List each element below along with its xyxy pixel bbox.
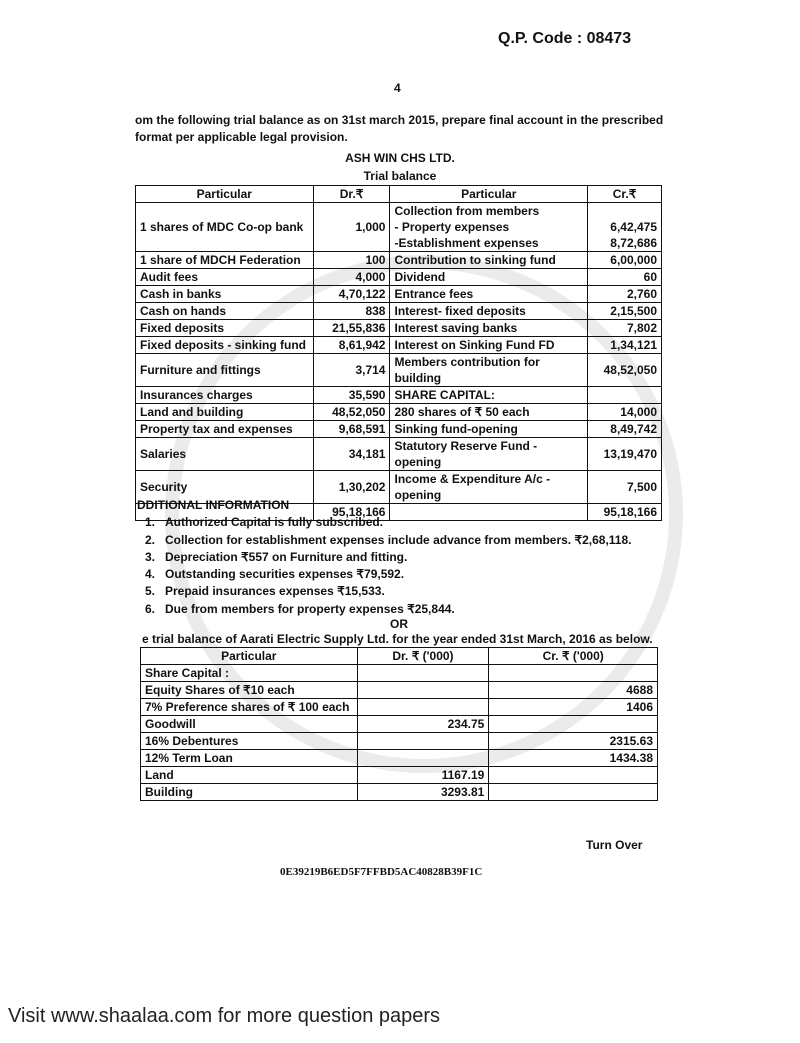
debit-particular: Fixed deposits - sinking fund bbox=[136, 337, 314, 354]
credit-amount: 8,49,742 bbox=[588, 421, 662, 438]
debit-amount: 8,61,942 bbox=[313, 337, 390, 354]
debit-amount: 95,18,166 bbox=[313, 504, 390, 521]
debit-particular: Salaries bbox=[136, 438, 314, 471]
debit-amount bbox=[357, 750, 489, 767]
credit-particular: Members contribution for building bbox=[390, 354, 588, 387]
table-row bbox=[136, 387, 662, 404]
table-row bbox=[136, 421, 662, 438]
or-label: OR bbox=[390, 617, 408, 631]
info-item bbox=[137, 566, 631, 583]
qp-code: Q.P. Code : 08473 bbox=[498, 30, 632, 47]
trial-balance-table bbox=[135, 185, 662, 521]
table-row bbox=[136, 404, 662, 421]
credit-particular: Interest saving banks bbox=[390, 320, 588, 337]
debit-amount: 234.75 bbox=[357, 716, 489, 733]
table-row bbox=[136, 269, 662, 286]
credit-amount bbox=[489, 716, 658, 733]
credit-amount: 4688 bbox=[489, 682, 658, 699]
credit-amount bbox=[489, 784, 658, 801]
header-cr: Cr. ₹ ('000) bbox=[489, 648, 658, 665]
debit-amount: 48,52,050 bbox=[313, 404, 390, 421]
additional-heading: DDITIONAL INFORMATION bbox=[137, 498, 290, 512]
credit-particular: Sinking fund-opening bbox=[390, 421, 588, 438]
item-number: 3. bbox=[145, 549, 156, 564]
credit-amount: 48,52,050 bbox=[588, 354, 662, 387]
debit-amount: 1,000 bbox=[313, 203, 390, 252]
page-number: 4 bbox=[394, 81, 401, 95]
credit-particular: Income & Expenditure A/c - opening bbox=[390, 471, 588, 504]
header-particular: Particular bbox=[136, 186, 314, 203]
item-text: Collection for establishment expenses include advance from members. ₹2,68,118. bbox=[165, 532, 632, 547]
debit-amount bbox=[357, 665, 489, 682]
header-dr: Dr.₹ bbox=[313, 186, 390, 203]
debit-amount: 35,590 bbox=[313, 387, 390, 404]
table-row bbox=[136, 438, 662, 471]
header-particular: Particular bbox=[390, 186, 588, 203]
credit-amount bbox=[489, 665, 658, 682]
table-row bbox=[141, 733, 658, 750]
table-row bbox=[141, 699, 658, 716]
particular: Equity Shares of ₹10 each bbox=[141, 682, 358, 699]
table-row bbox=[136, 286, 662, 303]
credit-amount: 95,18,166 bbox=[588, 504, 662, 521]
debit-particular: 1 share of MDCH Federation bbox=[136, 252, 314, 269]
aarati-trial-balance-table bbox=[140, 647, 658, 801]
debit-amount: 100 bbox=[313, 252, 390, 269]
table-row bbox=[136, 303, 662, 320]
credit-amount: 2315.63 bbox=[489, 733, 658, 750]
additional-information bbox=[137, 497, 631, 618]
turn-over: Turn Over bbox=[586, 838, 643, 852]
credit-amount: 6,42,475 8,72,686 bbox=[588, 203, 662, 252]
credit-amount: 2,760 bbox=[588, 286, 662, 303]
debit-amount: 9,68,591 bbox=[313, 421, 390, 438]
debit-particular: Cash on hands bbox=[136, 303, 314, 320]
credit-amount bbox=[489, 767, 658, 784]
item-number: 6. bbox=[145, 601, 156, 616]
table-row bbox=[141, 750, 658, 767]
particular: Goodwill bbox=[141, 716, 358, 733]
item-number: 4. bbox=[145, 567, 156, 582]
debit-particular: Property tax and expenses bbox=[136, 421, 314, 438]
item-text: Authorized Capital is fully subscribed. bbox=[165, 515, 384, 530]
header-cr: Cr.₹ bbox=[588, 186, 662, 203]
debit-particular: Land and building bbox=[136, 404, 314, 421]
credit-amount: 7,802 bbox=[588, 320, 662, 337]
info-item bbox=[137, 583, 631, 600]
header-particular: Particular bbox=[141, 648, 358, 665]
item-number: 1. bbox=[145, 515, 156, 530]
question2-intro: e trial balance of Aarati Electric Supply Ltd. for the year ended 31st March, 2016 as below. bbox=[142, 632, 653, 646]
credit-particular: Interest on Sinking Fund FD bbox=[390, 337, 588, 354]
debit-amount bbox=[357, 699, 489, 716]
particular: 12% Term Loan bbox=[141, 750, 358, 767]
credit-amount: 6,00,000 bbox=[588, 252, 662, 269]
credit-amount: 60 bbox=[588, 269, 662, 286]
question-intro: om the following trial balance as on 31st march 2015, prepare final account in the prescribed format per applicable legal provision. bbox=[135, 113, 664, 144]
debit-amount: 1,30,202 bbox=[313, 471, 390, 504]
table-row bbox=[136, 320, 662, 337]
debit-amount: 1167.19 bbox=[357, 767, 489, 784]
table-row bbox=[141, 784, 658, 801]
particular: 7% Preference shares of ₹ 100 each bbox=[141, 699, 358, 716]
document-code: 0E39219B6ED5F7FFBD5AC40828B39F1C bbox=[280, 866, 483, 878]
debit-particular: Cash in banks bbox=[136, 286, 314, 303]
info-item bbox=[137, 549, 631, 566]
item-text: Prepaid insurances expenses ₹15,533. bbox=[165, 584, 385, 599]
particular: Building bbox=[141, 784, 358, 801]
header-dr: Dr. ₹ ('000) bbox=[357, 648, 489, 665]
credit-particular: Collection from members - Property expenses -Establishment expenses bbox=[390, 203, 588, 252]
debit-particular: Insurances charges bbox=[136, 387, 314, 404]
debit-particular: Furniture and fittings bbox=[136, 354, 314, 387]
item-text: Due from members for property expenses ₹25,844. bbox=[165, 601, 455, 616]
credit-amount: 7,500 bbox=[588, 471, 662, 504]
footer-text: Visit www.shaalaa.com for more question papers bbox=[8, 1005, 441, 1027]
item-text: Outstanding securities expenses ₹79,592. bbox=[165, 567, 405, 582]
credit-amount: 2,15,500 bbox=[588, 303, 662, 320]
debit-particular: 1 shares of MDC Co-op bank bbox=[136, 203, 314, 252]
credit-particular: Entrance fees bbox=[390, 286, 588, 303]
debit-amount bbox=[357, 682, 489, 699]
table-row bbox=[141, 665, 658, 682]
debit-amount: 34,181 bbox=[313, 438, 390, 471]
debit-particular: Audit fees bbox=[136, 269, 314, 286]
table-title: Trial balance bbox=[363, 169, 437, 183]
company-name: ASH WIN CHS LTD. bbox=[345, 151, 455, 165]
table-row bbox=[136, 203, 662, 252]
credit-particular: Contribution to sinking fund bbox=[390, 252, 588, 269]
debit-amount: 838 bbox=[313, 303, 390, 320]
credit-particular: Statutory Reserve Fund -opening bbox=[390, 438, 588, 471]
particular: 16% Debentures bbox=[141, 733, 358, 750]
table-row bbox=[136, 337, 662, 354]
debit-amount: 3293.81 bbox=[357, 784, 489, 801]
table-row bbox=[136, 354, 662, 387]
item-number: 5. bbox=[145, 584, 156, 599]
credit-particular: SHARE CAPITAL: bbox=[390, 387, 588, 404]
debit-amount: 4,70,122 bbox=[313, 286, 390, 303]
info-item bbox=[137, 514, 631, 531]
credit-amount: 14,000 bbox=[588, 404, 662, 421]
credit-particular: 280 shares of ₹ 50 each bbox=[390, 404, 588, 421]
particular: Land bbox=[141, 767, 358, 784]
credit-particular: Interest- fixed deposits bbox=[390, 303, 588, 320]
debit-particular: Fixed deposits bbox=[136, 320, 314, 337]
info-item bbox=[137, 601, 631, 618]
item-text: Depreciation ₹557 on Furniture and fitting. bbox=[165, 549, 408, 564]
credit-amount bbox=[588, 387, 662, 404]
credit-amount: 1,34,121 bbox=[588, 337, 662, 354]
table-row bbox=[141, 716, 658, 733]
debit-amount: 3,714 bbox=[313, 354, 390, 387]
debit-amount: 21,55,836 bbox=[313, 320, 390, 337]
particular: Share Capital : bbox=[141, 665, 358, 682]
credit-amount: 1406 bbox=[489, 699, 658, 716]
info-item bbox=[137, 532, 631, 549]
credit-amount: 1434.38 bbox=[489, 750, 658, 767]
table-row bbox=[141, 767, 658, 784]
table-row bbox=[136, 252, 662, 269]
credit-particular: Dividend bbox=[390, 269, 588, 286]
item-number: 2. bbox=[145, 532, 156, 547]
debit-particular: Security bbox=[136, 471, 314, 504]
debit-amount: 4,000 bbox=[313, 269, 390, 286]
table-row bbox=[141, 682, 658, 699]
debit-amount bbox=[357, 733, 489, 750]
credit-amount: 13,19,470 bbox=[588, 438, 662, 471]
